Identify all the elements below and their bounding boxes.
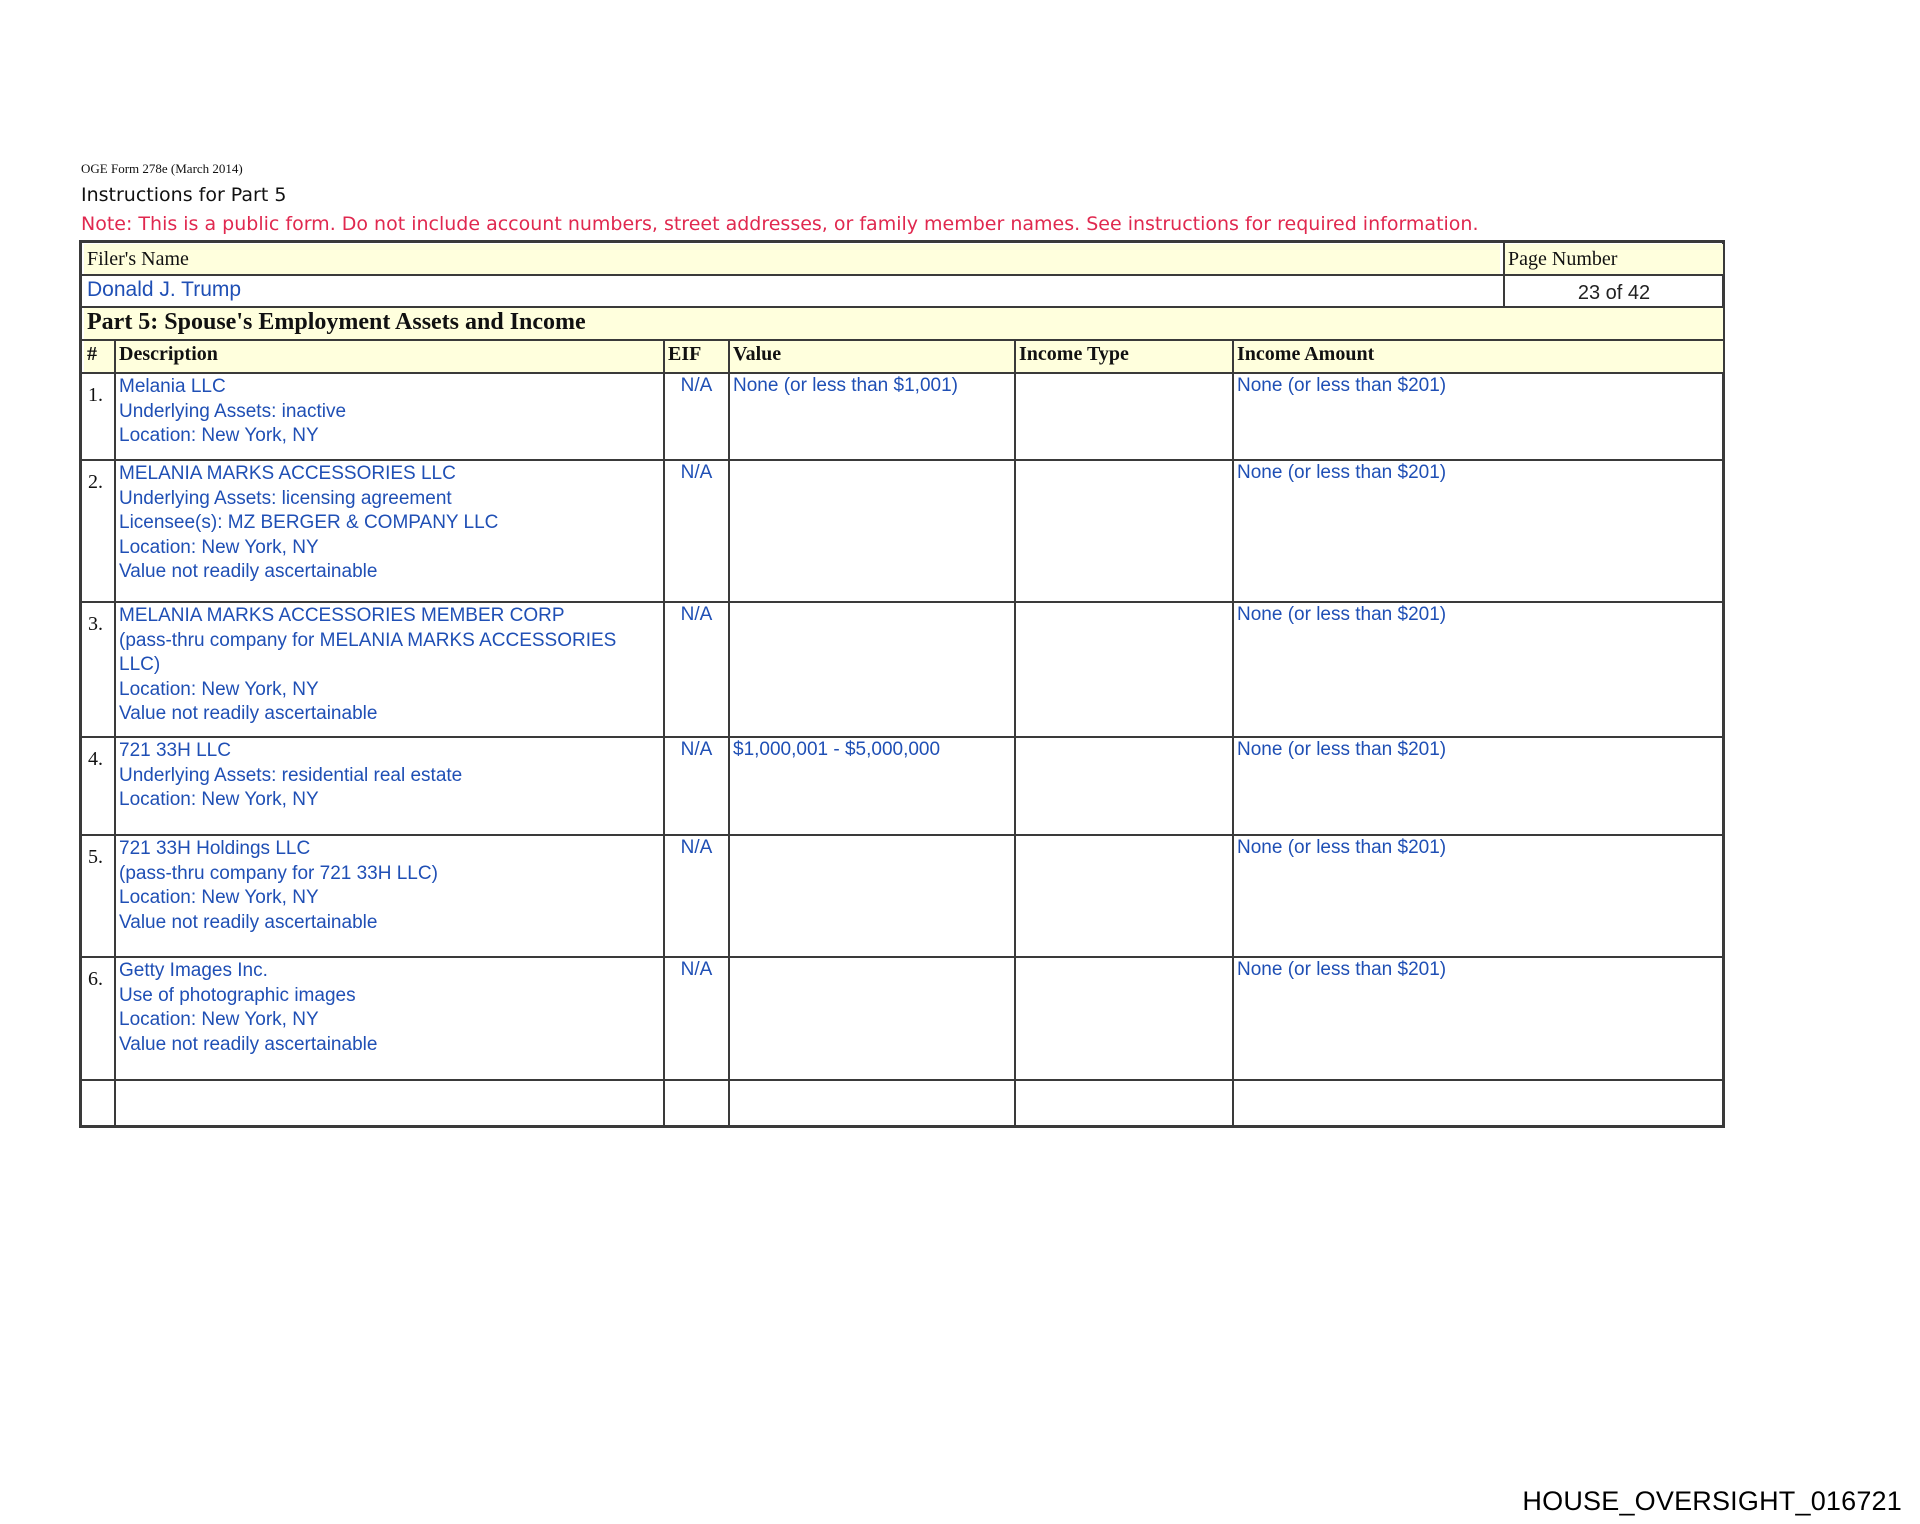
row-number: 6. xyxy=(88,968,103,990)
eif-cell: N/A xyxy=(680,837,713,858)
description-line: Underlying Assets: residential real estate xyxy=(119,764,463,786)
col-header-value: Value xyxy=(730,341,1014,372)
disclosure-table xyxy=(79,240,1725,1128)
description-line: (pass-thru company for 721 33H LLC) xyxy=(119,862,438,884)
description-line: Underlying Assets: licensing agreement xyxy=(119,487,452,509)
eif-cell: N/A xyxy=(680,375,713,396)
description-cell xyxy=(116,836,663,956)
description-line: Value not readily ascertainable xyxy=(119,703,378,725)
description-line: Value not readily ascertainable xyxy=(119,911,378,933)
form-id: OGE Form 278e (March 2014) xyxy=(81,161,243,176)
eif-cell: N/A xyxy=(680,739,713,760)
income-type-cell xyxy=(1016,836,1232,956)
public-form-note: Note: This is a public form. Do not include account numbers, street addresses, or family member names. See instructions for required information. xyxy=(81,213,1479,235)
description-cell xyxy=(116,738,663,834)
description-cell xyxy=(116,461,663,601)
row-number: 4. xyxy=(88,748,103,770)
income-amount-cell: None (or less than $201) xyxy=(1237,837,1447,858)
value-cell xyxy=(730,461,1014,601)
description-line: Getty Images Inc. xyxy=(119,960,268,981)
filer-name-label: Filer's Name xyxy=(84,244,1500,274)
page-number-value: 23 of 42 xyxy=(1577,282,1651,304)
value-cell xyxy=(730,958,1014,1079)
description-line: MELANIA MARKS ACCESSORIES MEMBER CORP xyxy=(119,605,565,626)
value-cell: $1,000,001 - $5,000,000 xyxy=(733,739,941,760)
description-line: Underlying Assets: inactive xyxy=(119,400,347,422)
description-line: Value not readily ascertainable xyxy=(119,561,378,583)
income-type-cell xyxy=(1016,374,1232,459)
col-header-num: # xyxy=(84,341,114,372)
description-line: Licensee(s): MZ BERGER & COMPANY LLC xyxy=(119,512,499,534)
description-line: Value not readily ascertainable xyxy=(119,1033,378,1055)
col-header-eif: EIF xyxy=(665,341,728,372)
income-amount-cell: None (or less than $201) xyxy=(1237,462,1447,483)
col-header-income-amount: Income Amount xyxy=(1234,341,1723,372)
page-number-label: Page Number xyxy=(1505,244,1723,274)
description-line: MELANIA MARKS ACCESSORIES LLC xyxy=(119,463,456,484)
description-line: (pass-thru company for MELANIA MARKS ACCESSORIES xyxy=(119,629,617,651)
row-number: 2. xyxy=(88,471,103,493)
description-line: Location: New York, NY xyxy=(119,536,319,558)
description-cell xyxy=(116,603,663,736)
description-line: LLC) xyxy=(119,654,161,676)
description-line: Use of photographic images xyxy=(119,984,356,1006)
description-line: Location: New York, NY xyxy=(119,789,319,811)
row-number: 5. xyxy=(88,846,103,868)
income-amount-cell: None (or less than $201) xyxy=(1237,604,1447,625)
instructions-link[interactable]: Instructions for Part 5 xyxy=(81,184,287,206)
row-number: 3. xyxy=(88,613,103,635)
description-cell xyxy=(116,958,663,1079)
income-amount-cell: None (or less than $201) xyxy=(1237,739,1447,760)
part-title: Part 5: Spouse's Employment Assets and Income xyxy=(84,308,1723,339)
description-line: Location: New York, NY xyxy=(119,425,319,447)
value-cell: None (or less than $1,001) xyxy=(733,375,958,396)
col-header-description: Description xyxy=(116,341,663,372)
value-cell xyxy=(730,603,1014,736)
income-type-cell xyxy=(1016,958,1232,1079)
eif-cell: N/A xyxy=(680,462,713,483)
eif-cell: N/A xyxy=(680,959,713,980)
description-line: 721 33H Holdings LLC xyxy=(119,838,311,859)
description-line: Melania LLC xyxy=(119,376,226,397)
income-type-cell xyxy=(1016,603,1232,736)
col-header-income-type: Income Type xyxy=(1016,341,1232,372)
income-amount-cell: None (or less than $201) xyxy=(1237,375,1447,396)
eif-cell: N/A xyxy=(680,604,713,625)
income-type-cell xyxy=(1016,738,1232,834)
income-amount-cell: None (or less than $201) xyxy=(1237,959,1447,980)
income-type-cell xyxy=(1016,461,1232,601)
description-cell xyxy=(116,374,663,459)
filer-name-value: Donald J. Trump xyxy=(87,278,242,301)
bates-number: HOUSE_OVERSIGHT_016721 xyxy=(1522,1486,1902,1516)
description-line: Location: New York, NY xyxy=(119,887,319,909)
description-line: Location: New York, NY xyxy=(119,1009,319,1031)
value-cell xyxy=(730,836,1014,956)
description-line: Location: New York, NY xyxy=(119,678,319,700)
description-line: 721 33H LLC xyxy=(119,740,231,761)
row-number: 1. xyxy=(88,384,103,406)
